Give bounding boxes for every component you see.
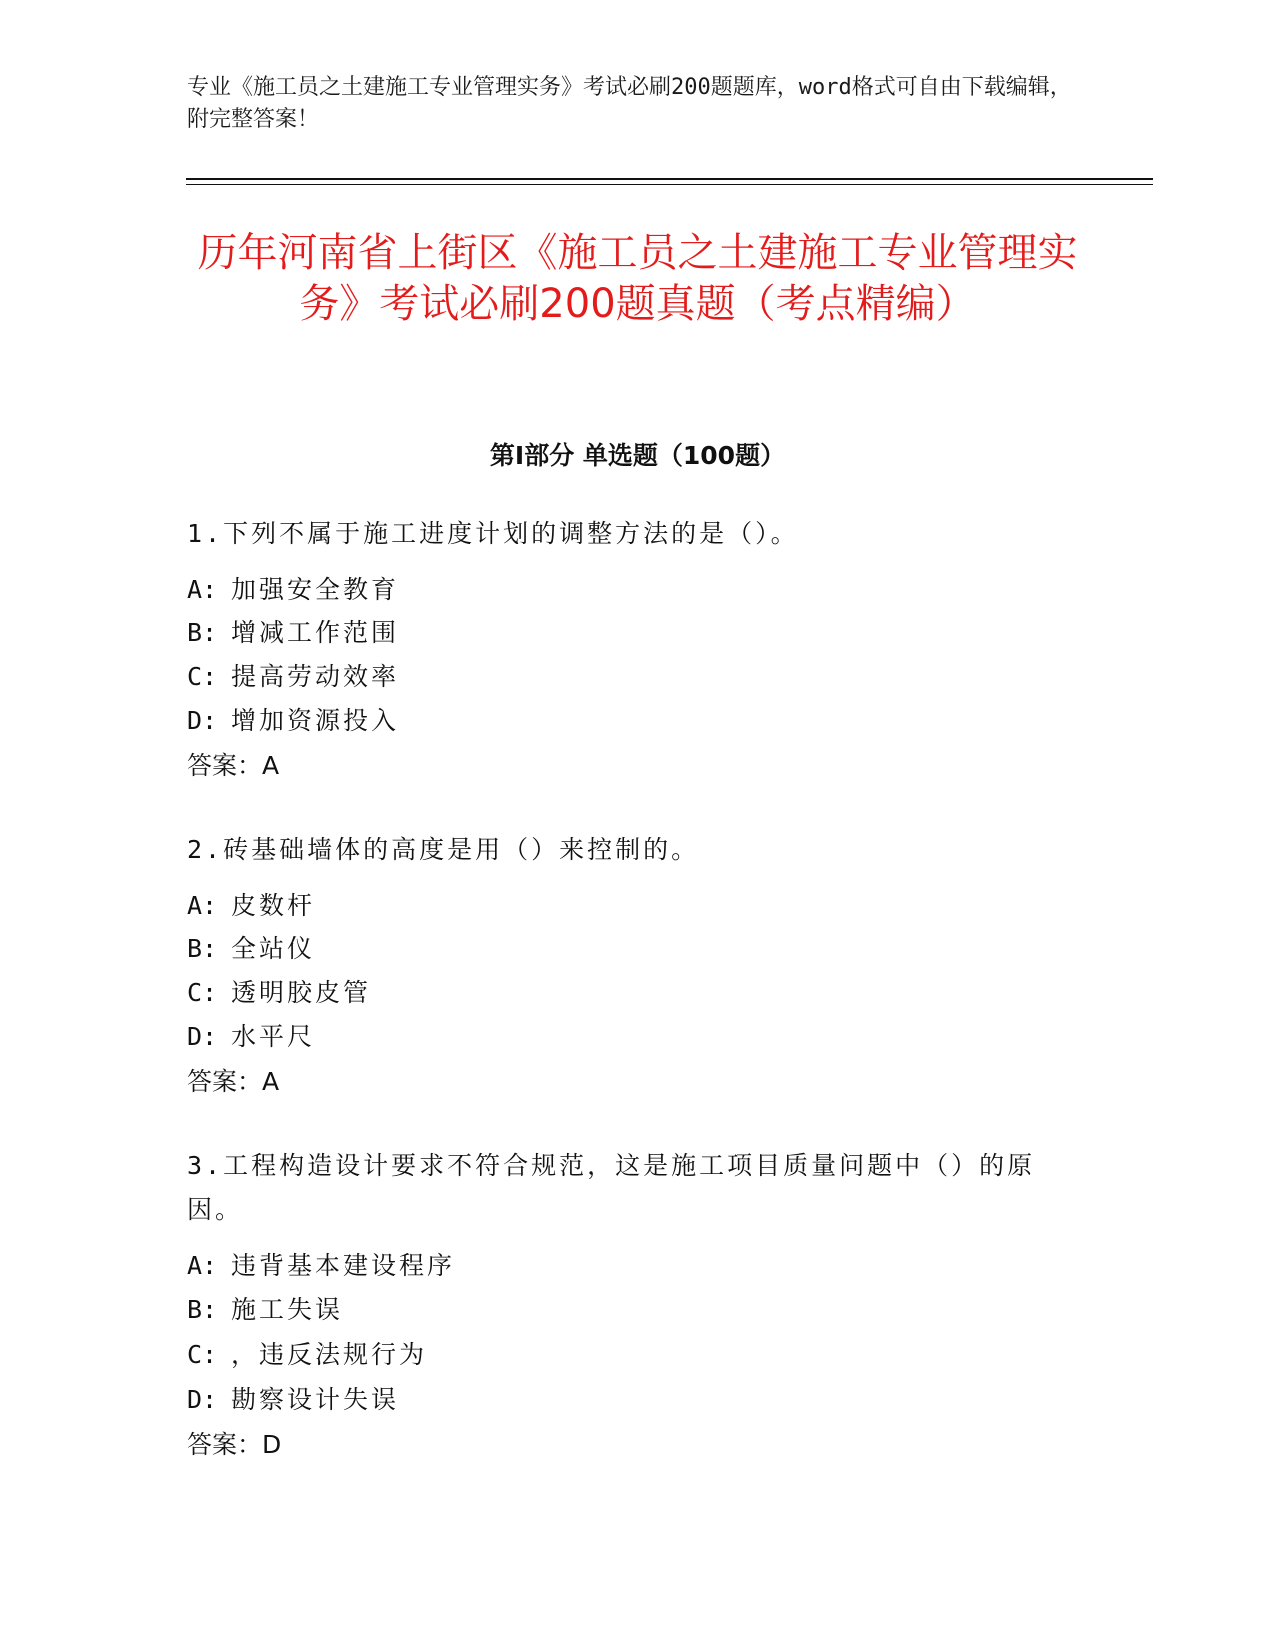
document-title: 历年河南省上街区《施工员之土建施工专业管理实务》考试必刷200题真题（考点精编） [197,230,1078,327]
question-1-text: 1.下列不属于施工进度计划的调整方法的是（）。 [187,519,799,548]
option-key: C: [187,1340,218,1369]
option-key: A: [187,575,218,604]
option-key: C: [187,662,218,691]
option-text: 违背基本建设程序 [231,1251,456,1280]
question-2-answer: 答案：A [187,1067,280,1096]
section-title: 第I部分 单选题（100题） [489,441,786,470]
question-1-option-a [187,574,399,606]
header-note: 专业《施工员之土建施工专业管理实务》考试必刷200题题库，word格式可自由下载编辑，附完整答案！ [187,75,1072,132]
option-text: 全站仪 [231,934,316,963]
question-1-answer: 答案：A [187,751,280,780]
option-text: 水平尺 [231,1022,316,1051]
option-key: A: [187,891,218,920]
question-3-option-d [187,1384,399,1416]
question-3-option-b [187,1294,343,1326]
option-key: B: [187,1295,218,1324]
question-2-option-b [187,933,315,965]
option-text: ，违反法规行为 [231,1340,428,1369]
option-text: 施工失误 [231,1295,344,1324]
header-rule-thick [186,178,1153,180]
option-text: 透明胶皮管 [231,978,372,1007]
option-text: 增加资源投入 [231,706,400,735]
question-2-option-c [187,977,371,1009]
question-3-text: 3.工程构造设计要求不符合规范，这是施工项目质量问题中（）的原因。 [187,1151,1036,1224]
question-2-text: 2.砖基础墙体的高度是用（）来控制的。 [187,835,700,864]
question-1-option-d [187,705,399,737]
option-key: D: [187,1022,218,1051]
question-1-option-b [187,617,399,649]
question-3-option-c [187,1339,427,1371]
option-text: 加强安全教育 [231,575,400,604]
question-2-option-a [187,890,315,922]
option-text: 勘察设计失误 [231,1385,400,1414]
option-key: B: [187,934,218,963]
question-1-option-c [187,661,399,693]
option-text: 皮数杆 [231,891,316,920]
option-key: C: [187,978,218,1007]
question-3-answer: 答案：D [187,1430,282,1459]
option-key: B: [187,618,218,647]
question-2-option-d [187,1021,315,1053]
option-text: 增减工作范围 [231,618,400,647]
option-key: D: [187,1385,218,1414]
option-text: 提高劳动效率 [231,662,400,691]
option-key: A: [187,1251,218,1280]
option-key: D: [187,706,218,735]
header-rule-thin [186,184,1153,185]
question-3-option-a [187,1250,455,1282]
